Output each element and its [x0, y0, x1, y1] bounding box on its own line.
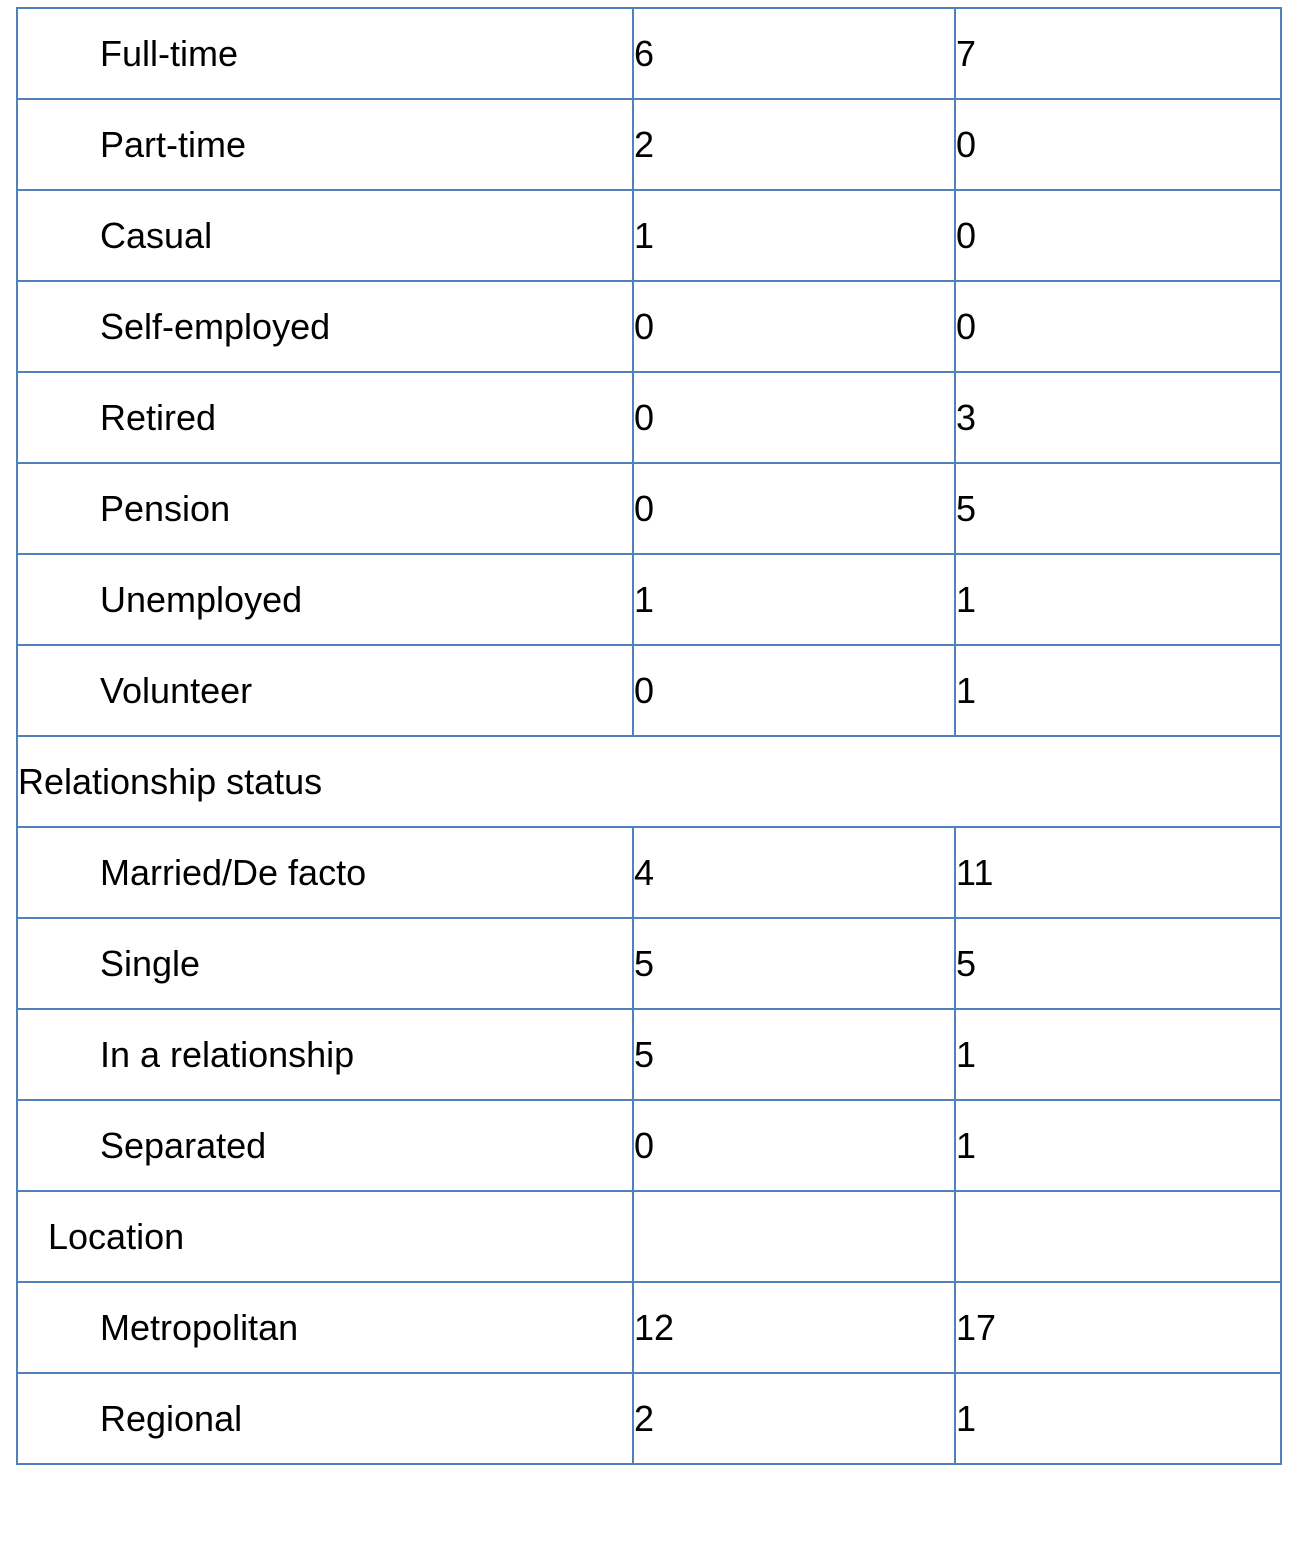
row-label: Metropolitan — [17, 1282, 633, 1373]
section-row — [17, 1191, 1281, 1282]
row-label: Single — [17, 918, 633, 1009]
section-heading: Location — [17, 1191, 633, 1282]
value-cell-col2: 1 — [955, 645, 1281, 736]
row-label: Unemployed — [17, 554, 633, 645]
value-cell-col1 — [633, 1191, 955, 1282]
value-cell-col2: 0 — [955, 281, 1281, 372]
table-row — [17, 1373, 1281, 1464]
table-row — [17, 645, 1281, 736]
row-label: Retired — [17, 372, 633, 463]
table-row — [17, 99, 1281, 190]
row-label: In a relationship — [17, 1009, 633, 1100]
value-cell-col1: 0 — [633, 372, 955, 463]
table-row — [17, 1100, 1281, 1191]
row-label: Full-time — [17, 8, 633, 99]
value-cell-col1: 5 — [633, 918, 955, 1009]
value-cell-col2: 0 — [955, 99, 1281, 190]
demographics-table — [16, 7, 1282, 1465]
value-cell-col2: 7 — [955, 8, 1281, 99]
row-label: Married/De facto — [17, 827, 633, 918]
value-cell-col2 — [955, 1191, 1281, 1282]
value-cell-col1: 6 — [633, 8, 955, 99]
table-row — [17, 827, 1281, 918]
table-row — [17, 372, 1281, 463]
value-cell-col1: 1 — [633, 554, 955, 645]
value-cell-col2: 1 — [955, 1373, 1281, 1464]
section-row — [17, 736, 1281, 827]
value-cell-col2: 5 — [955, 918, 1281, 1009]
section-heading: Relationship status — [17, 736, 1281, 827]
table-row — [17, 1282, 1281, 1373]
table-body — [17, 8, 1281, 1464]
value-cell-col1: 0 — [633, 463, 955, 554]
value-cell-col2: 1 — [955, 1009, 1281, 1100]
row-label: Separated — [17, 1100, 633, 1191]
value-cell-col1: 12 — [633, 1282, 955, 1373]
table-row — [17, 918, 1281, 1009]
value-cell-col2: 3 — [955, 372, 1281, 463]
value-cell-col1: 1 — [633, 190, 955, 281]
value-cell-col1: 5 — [633, 1009, 955, 1100]
table-row — [17, 281, 1281, 372]
table-row — [17, 1009, 1281, 1100]
value-cell-col1: 0 — [633, 281, 955, 372]
table-row — [17, 554, 1281, 645]
row-label: Casual — [17, 190, 633, 281]
value-cell-col1: 2 — [633, 99, 955, 190]
row-label: Volunteer — [17, 645, 633, 736]
row-label: Self-employed — [17, 281, 633, 372]
value-cell-col2: 17 — [955, 1282, 1281, 1373]
value-cell-col2: 0 — [955, 190, 1281, 281]
value-cell-col2: 1 — [955, 1100, 1281, 1191]
value-cell-col1: 2 — [633, 1373, 955, 1464]
value-cell-col1: 4 — [633, 827, 955, 918]
table-row — [17, 463, 1281, 554]
value-cell-col2: 5 — [955, 463, 1281, 554]
value-cell-col1: 0 — [633, 645, 955, 736]
value-cell-col1: 0 — [633, 1100, 955, 1191]
value-cell-col2: 1 — [955, 554, 1281, 645]
table-row — [17, 8, 1281, 99]
row-label: Pension — [17, 463, 633, 554]
row-label: Regional — [17, 1373, 633, 1464]
value-cell-col2: 11 — [955, 827, 1281, 918]
row-label: Part-time — [17, 99, 633, 190]
table-row — [17, 190, 1281, 281]
